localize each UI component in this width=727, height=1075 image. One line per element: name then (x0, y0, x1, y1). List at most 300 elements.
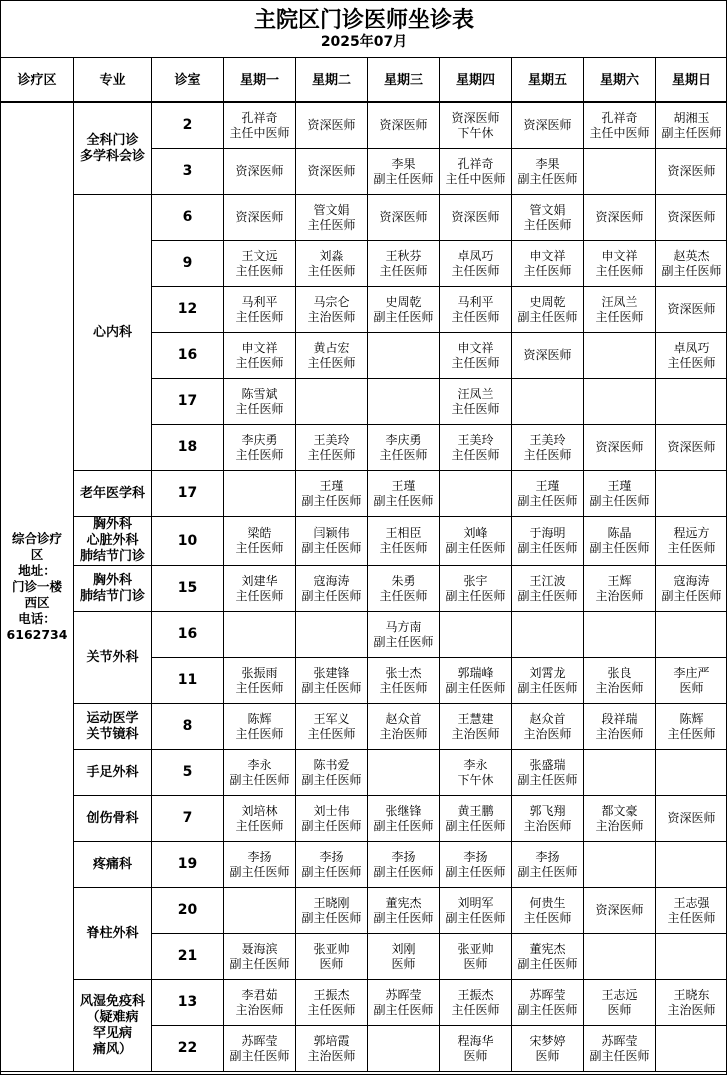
doctor-name: 赵众首 (529, 711, 566, 726)
header-cell: 诊室 (152, 58, 224, 103)
doctor-cell (440, 888, 512, 934)
doctor-name: 史周乾 (529, 294, 566, 309)
doctor-cell (584, 612, 656, 658)
room-number: 2 (152, 103, 224, 149)
doctor-name: 王军义 (313, 711, 350, 726)
specialty-cell (74, 704, 152, 750)
doctor-name: 李扬 (535, 849, 560, 864)
room-number: 6 (152, 195, 224, 241)
doctor-cell (512, 842, 584, 888)
doctor-title: 副主任医师 (373, 818, 434, 833)
doctor-cell (656, 379, 727, 425)
room-number: 8 (152, 704, 224, 750)
room-number: 17 (152, 379, 224, 425)
doctor-name: 刘明军 (457, 895, 494, 910)
specialty-cell (74, 980, 152, 1072)
doctor-title: 主任医师 (235, 588, 284, 603)
doctor-title: 主任医师 (307, 263, 356, 278)
schedule-row (1, 888, 727, 934)
doctor-name: 刘峰 (463, 526, 488, 540)
doctor-title: 副主任医师 (373, 171, 434, 186)
doctor-title: 副主任医师 (589, 493, 650, 508)
doctor-title: 副主任医师 (229, 956, 290, 971)
doctor-name: 张振雨 (241, 665, 278, 680)
doctor-title: 副主任医师 (661, 263, 722, 278)
specialty-label: 老年医学科 (79, 485, 145, 501)
doctor-name: 王文远 (241, 248, 278, 263)
doctor-cell (584, 333, 656, 379)
doctor-title: 医师 (319, 956, 344, 971)
doctor-name: 刘培林 (241, 803, 278, 818)
doctor-title: 主任中医师 (445, 171, 506, 186)
doctor-title: 主治医师 (307, 1048, 356, 1063)
doctor-name: 张士杰 (385, 665, 422, 680)
doctor-cell (584, 149, 656, 195)
doctor-cell (368, 888, 440, 934)
doctor-name: 卓凤巧 (673, 340, 710, 355)
doctor-title: 主任医师 (235, 401, 284, 416)
doctor-name: 张良 (607, 665, 632, 680)
doctor-cell (368, 1026, 440, 1072)
doctor-cell (656, 934, 727, 980)
room-number: 12 (152, 287, 224, 333)
doctor-name: 资深医师 (595, 210, 644, 224)
doctor-title: 副主任医师 (517, 1002, 578, 1017)
doctor-title: 副主任医师 (445, 588, 506, 603)
doctor-name: 马方南 (385, 619, 422, 634)
doctor-title: 副主任医师 (373, 309, 434, 324)
doctor-cell (656, 425, 727, 471)
doctor-title: 副主任医师 (445, 680, 506, 695)
doctor-title: 主任医师 (307, 217, 356, 232)
doctor-name: 汪凤兰 (457, 386, 494, 401)
specialty-label: 心脏外科 (86, 533, 139, 548)
header-cell: 星期六 (584, 58, 656, 103)
doctor-title: 副主任医师 (373, 493, 434, 508)
doctor-cell (224, 842, 296, 888)
doctor-cell (368, 704, 440, 750)
doctor-cell (440, 796, 512, 842)
header-divider (0, 101, 727, 103)
doctor-name: 王美玲 (457, 432, 494, 447)
doctor-title: 副主任医师 (229, 772, 290, 787)
doctor-cell (224, 287, 296, 333)
doctor-cell (656, 333, 727, 379)
doctor-name: 孔祥奇 (241, 110, 278, 125)
doctor-title: 主任医师 (235, 263, 284, 278)
doctor-cell (584, 888, 656, 934)
doctor-cell (512, 103, 584, 149)
doctor-title: 副主任医师 (301, 772, 362, 787)
doctor-title: 主治医师 (379, 726, 428, 741)
doctor-name: 胡湘玉 (673, 110, 710, 125)
doctor-name: 刘刚 (391, 941, 416, 956)
doctor-name: 资深医师 (379, 118, 428, 132)
doctor-cell (656, 796, 727, 842)
doctor-title: 主任医师 (307, 1002, 356, 1017)
doctor-name: 资深医师 (451, 110, 500, 125)
room-number: 13 (152, 980, 224, 1026)
doctor-name: 段祥瑞 (601, 711, 638, 726)
doctor-cell (440, 333, 512, 379)
doctor-name: 王振杰 (457, 987, 494, 1002)
doctor-title: 主任医师 (523, 910, 572, 925)
doctor-cell (224, 241, 296, 287)
doctor-name: 马利平 (457, 294, 494, 309)
doctor-cell (512, 612, 584, 658)
doctor-name: 王江波 (529, 573, 566, 588)
doctor-cell (512, 1026, 584, 1072)
doctor-title: 主任医师 (451, 447, 500, 462)
doctor-title: 副主任医师 (301, 910, 362, 925)
doctor-cell (440, 934, 512, 980)
doctor-title: 主任医师 (235, 818, 284, 833)
doctor-cell (224, 1026, 296, 1072)
doctor-name: 陈雪斌 (241, 386, 278, 401)
doctor-title: 主任医师 (451, 355, 500, 370)
doctor-name: 刘霄龙 (529, 665, 566, 680)
doctor-title: 副主任医师 (301, 864, 362, 879)
doctor-title: 副主任医师 (445, 818, 506, 833)
doctor-cell (224, 566, 296, 612)
doctor-cell (512, 517, 584, 566)
doctor-cell (368, 842, 440, 888)
doctor-cell (656, 287, 727, 333)
doctor-title: 医师 (535, 1048, 560, 1063)
doctor-cell (296, 612, 368, 658)
specialty-label: 罕见病 (92, 1025, 132, 1041)
doctor-cell (656, 750, 727, 796)
doctor-cell (584, 103, 656, 149)
doctor-title: 副主任医师 (229, 864, 290, 879)
doctor-name: 苏晖莹 (241, 1033, 278, 1048)
doctor-title: 主治医师 (667, 1002, 716, 1017)
doctor-title: 副主任医师 (517, 680, 578, 695)
doctor-cell (656, 195, 727, 241)
doctor-name: 马宗仑 (313, 294, 350, 309)
doctor-title: 主治医师 (451, 726, 500, 741)
doctor-name: 汪凤兰 (601, 294, 638, 309)
doctor-name: 史周乾 (385, 294, 422, 309)
doctor-name: 郭飞翔 (529, 803, 566, 818)
doctor-title: 副主任医师 (517, 171, 578, 186)
doctor-cell (296, 842, 368, 888)
doctor-name: 李永 (247, 757, 272, 772)
doctor-name: 王瑾 (319, 478, 344, 493)
doctor-title: 副主任医师 (301, 818, 362, 833)
doctor-title: 主治医师 (595, 588, 644, 603)
schedule-row (1, 103, 727, 149)
doctor-name: 陈辉 (247, 711, 272, 726)
doctor-name: 张建锋 (313, 665, 350, 680)
doctor-cell (224, 704, 296, 750)
doctor-name: 申文祥 (457, 340, 494, 355)
doctor-name: 于海明 (529, 526, 566, 540)
doctor-cell (224, 195, 296, 241)
doctor-title: 医师 (607, 1002, 632, 1017)
specialty-cell (74, 471, 152, 517)
room-number: 22 (152, 1026, 224, 1072)
doctor-cell (368, 379, 440, 425)
doctor-cell (224, 379, 296, 425)
doctor-cell (440, 425, 512, 471)
room-number: 11 (152, 658, 224, 704)
header-cell: 星期一 (224, 58, 296, 103)
doctor-cell (368, 103, 440, 149)
specialty-cell (74, 517, 152, 566)
doctor-title: 主治医师 (595, 726, 644, 741)
doctor-name: 申文祥 (241, 340, 278, 355)
doctor-name: 卓凤巧 (457, 248, 494, 263)
doctor-title: 主任医师 (235, 447, 284, 462)
doctor-cell (296, 149, 368, 195)
doctor-title: 主任医师 (451, 401, 500, 416)
doctor-name: 张亚帅 (457, 941, 494, 956)
doctor-cell (512, 934, 584, 980)
doctor-cell (296, 750, 368, 796)
doctor-title: 下午休 (457, 772, 494, 787)
doctor-name: 李永 (463, 757, 488, 772)
doctor-name: 管文娟 (313, 202, 350, 217)
doctor-cell (656, 704, 727, 750)
doctor-title: 副主任医师 (517, 493, 578, 508)
schedule-row (1, 517, 727, 566)
room-number: 15 (152, 566, 224, 612)
doctor-cell (224, 425, 296, 471)
doctor-name: 张盛瑞 (529, 757, 566, 772)
header-cell: 星期四 (440, 58, 512, 103)
zone-text: 门诊一楼 (11, 579, 62, 594)
room-number: 7 (152, 796, 224, 842)
doctor-name: 王晓东 (673, 987, 710, 1002)
doctor-title: 主治医师 (235, 1002, 284, 1017)
doctor-cell (296, 658, 368, 704)
doctor-title: 主治医师 (595, 818, 644, 833)
doctor-cell (368, 517, 440, 566)
doctor-name: 郭培霞 (313, 1033, 350, 1048)
zone-text: 综合诊疗 (11, 531, 62, 546)
schedule-row (1, 750, 727, 796)
doctor-cell (224, 517, 296, 566)
doctor-title: 主任医师 (667, 541, 716, 555)
specialty-label: 疼痛科 (92, 856, 132, 872)
doctor-cell (368, 149, 440, 195)
zone-text: 区 (30, 547, 44, 562)
doctor-cell (296, 934, 368, 980)
doctor-name: 陈辉 (679, 711, 704, 726)
specialty-label: （疑难病 (86, 1009, 139, 1025)
room-number: 17 (152, 471, 224, 517)
doctor-name: 寇海涛 (673, 573, 710, 588)
doctor-cell (512, 980, 584, 1026)
doctor-title: 主任医师 (667, 726, 716, 741)
schedule-row (1, 704, 727, 750)
doctor-title: 主任医师 (307, 447, 356, 462)
doctor-cell (224, 471, 296, 517)
doctor-cell (440, 471, 512, 517)
doctor-cell (512, 471, 584, 517)
doctor-title: 主任医师 (379, 541, 428, 555)
header-row (1, 58, 727, 103)
doctor-title: 主任医师 (595, 309, 644, 324)
doctor-cell (584, 517, 656, 566)
doctor-title: 主任医师 (379, 263, 428, 278)
doctor-cell (512, 888, 584, 934)
doctor-cell (512, 241, 584, 287)
doctor-title: 主任医师 (235, 680, 284, 695)
schedule-row (1, 471, 727, 517)
doctor-cell (224, 103, 296, 149)
doctor-title: 副主任医师 (445, 910, 506, 925)
doctor-name: 李君茹 (241, 987, 278, 1002)
specialty-label: 痛风） (92, 1041, 132, 1057)
doctor-name: 王振杰 (313, 987, 350, 1002)
room-number: 9 (152, 241, 224, 287)
room-number: 16 (152, 612, 224, 658)
doctor-name: 资深医师 (667, 210, 716, 224)
doctor-cell (224, 750, 296, 796)
doctor-name: 资深医师 (667, 302, 716, 316)
schedule-row (1, 566, 727, 612)
doctor-cell (368, 241, 440, 287)
doctor-cell (368, 658, 440, 704)
zone-text: 西区 (24, 595, 50, 610)
schedule-row (1, 796, 727, 842)
doctor-title: 主任医师 (451, 1002, 500, 1017)
room-number: 19 (152, 842, 224, 888)
doctor-cell (440, 379, 512, 425)
zone-cell (1, 103, 74, 1072)
doctor-title: 医师 (463, 956, 488, 971)
doctor-cell (296, 471, 368, 517)
specialty-cell (74, 103, 152, 195)
doctor-name: 孔祥奇 (601, 110, 638, 125)
doctor-name: 李庆勇 (241, 432, 278, 447)
specialty-label: 运动医学 (86, 710, 139, 726)
doctor-cell (368, 287, 440, 333)
page-subtitle: 2025年07月 (320, 34, 408, 50)
page-title: 主院区门诊医师坐诊表 (254, 8, 475, 33)
doctor-cell (512, 566, 584, 612)
specialty-cell (74, 796, 152, 842)
doctor-title: 主治医师 (307, 309, 356, 324)
doctor-name: 资深医师 (523, 118, 572, 132)
room-number: 20 (152, 888, 224, 934)
doctor-name: 刘淼 (319, 248, 344, 263)
doctor-name: 王瑾 (535, 478, 560, 493)
doctor-cell (296, 241, 368, 287)
doctor-name: 黄占宏 (313, 340, 350, 355)
doctor-title: 主任医师 (235, 726, 284, 741)
doctor-cell (440, 195, 512, 241)
doctor-title: 副主任医师 (517, 541, 578, 555)
doctor-cell (224, 149, 296, 195)
room-number: 18 (152, 425, 224, 471)
room-number: 21 (152, 934, 224, 980)
doctor-name: 陈书爱 (313, 757, 350, 772)
doctor-cell (296, 704, 368, 750)
specialty-cell (74, 888, 152, 980)
doctor-cell (440, 241, 512, 287)
doctor-name: 孔祥奇 (457, 156, 494, 171)
doctor-cell (656, 149, 727, 195)
doctor-title: 副主任医师 (517, 956, 578, 971)
doctor-cell (656, 566, 727, 612)
room-number: 5 (152, 750, 224, 796)
doctor-cell (584, 379, 656, 425)
doctor-title: 主任中医师 (589, 125, 650, 140)
doctor-name: 董宪杰 (529, 941, 566, 956)
specialty-label: 胸外科 (92, 572, 132, 588)
doctor-cell (296, 287, 368, 333)
specialty-label: 关节外科 (86, 649, 139, 665)
doctor-title: 主任医师 (379, 447, 428, 462)
doctor-cell (368, 796, 440, 842)
doctor-name: 申文祥 (529, 248, 566, 263)
specialty-label: 胸外科 (92, 517, 132, 532)
doctor-title: 副主任医师 (229, 1048, 290, 1063)
doctor-cell (440, 612, 512, 658)
doctor-cell (584, 195, 656, 241)
doctor-cell (224, 980, 296, 1026)
doctor-cell (584, 704, 656, 750)
doctor-cell (584, 658, 656, 704)
doctor-name: 资深医师 (595, 440, 644, 454)
doctor-cell (512, 149, 584, 195)
doctor-name: 申文祥 (601, 248, 638, 263)
doctor-name: 苏晖莹 (601, 1033, 638, 1048)
doctor-cell (512, 333, 584, 379)
schedule-row (1, 195, 727, 241)
doctor-title: 主治医师 (523, 726, 572, 741)
doctor-name: 陈晶 (607, 526, 632, 540)
doctor-cell (368, 934, 440, 980)
doctor-cell (440, 842, 512, 888)
doctor-cell (584, 842, 656, 888)
specialty-label: 创伤骨科 (86, 810, 139, 826)
doctor-title: 主任医师 (595, 263, 644, 278)
doctor-title: 主任医师 (451, 263, 500, 278)
doctor-name: 赵英杰 (673, 248, 710, 263)
doctor-name: 李扬 (247, 849, 272, 864)
doctor-name: 资深医师 (667, 164, 716, 178)
doctor-title: 主任医师 (523, 263, 572, 278)
doctor-cell (512, 379, 584, 425)
doctor-cell (296, 333, 368, 379)
doctor-cell (512, 750, 584, 796)
doctor-cell (512, 287, 584, 333)
doctor-cell (440, 149, 512, 195)
doctor-name: 李庄严 (673, 665, 710, 680)
doctor-name: 何贵生 (529, 895, 566, 910)
doctor-cell (368, 195, 440, 241)
doctor-cell (440, 103, 512, 149)
doctor-name: 李扬 (319, 849, 344, 864)
doctor-name: 王志强 (673, 895, 710, 910)
doctor-cell (584, 566, 656, 612)
doctor-name: 王慧建 (457, 711, 494, 726)
doctor-name: 苏晖莹 (529, 987, 566, 1002)
header-cell: 星期五 (512, 58, 584, 103)
header-cell: 专业 (74, 58, 152, 103)
doctor-name: 王瑾 (607, 478, 632, 493)
doctor-title: 主任医师 (523, 447, 572, 462)
doctor-cell (368, 980, 440, 1026)
doctor-name: 李果 (535, 156, 560, 171)
specialty-label: 脊柱外科 (86, 925, 139, 941)
schedule-row (1, 980, 727, 1026)
doctor-cell (512, 195, 584, 241)
